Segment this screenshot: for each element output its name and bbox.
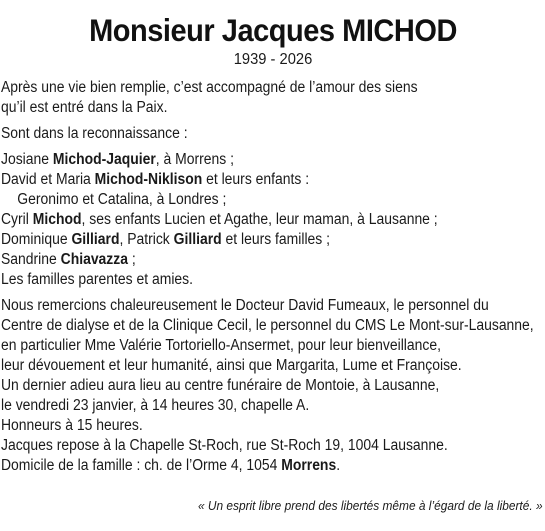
family-surname: Michod: [32, 211, 82, 228]
family-line-5: [1, 230, 544, 250]
intro-line-1: Après une vie bien remplie, c’est accompagné de l’amour des siens: [1, 79, 418, 96]
family-text: Cyril: [1, 211, 33, 228]
reconnaissance-heading: Sont dans la reconnaissance :: [1, 125, 188, 142]
ceremony-line-1: Un dernier adieu aura lieu au centre funéraire de Montoie, à Lausanne,: [1, 377, 440, 394]
family-line-6: [1, 250, 544, 270]
family-surname: Gilliard: [71, 231, 120, 248]
family-surname: Gilliard: [173, 231, 222, 248]
intro-line-2: qu’il est entré dans la Paix.: [1, 99, 168, 116]
life-years: 1939 - 2026: [233, 51, 313, 68]
family-text: et leurs familles ;: [221, 231, 331, 248]
family-text: Dominique: [1, 231, 72, 248]
page-title: Monsieur Jacques MICHOD: [89, 12, 457, 48]
thanks-line-1: Nous remercions chaleureusement le Docteur David Fumeaux, le personnel du: [1, 297, 489, 314]
family-surname: Michod-Jaquier: [52, 151, 156, 168]
address-town: Morrens: [281, 457, 337, 474]
family-line-4: [1, 210, 544, 230]
thanks-line-3: en particulier Mme Valérie Tortoriello-Ansermet, pour leur bienveillance,: [1, 337, 441, 354]
family-text: , ses enfants Lucien et Agathe, leur maman, à Lausanne ;: [81, 211, 438, 228]
family-text: Josiane: [1, 151, 53, 168]
address-text: .: [336, 457, 341, 474]
family-text: et leurs enfants :: [202, 171, 310, 188]
family-surname: Chiavazza: [60, 251, 128, 268]
thanks-line-2: Centre de dialyse et de la Clinique Cecil, le personnel du CMS Le Mont-sur-Lausanne,: [1, 317, 534, 334]
family-text: , Patrick: [119, 231, 174, 248]
family-surname: Michod-Niklison: [94, 171, 203, 188]
family-line-2: [1, 170, 544, 190]
address-text: Domicile de la famille : ch. de l’Orme 4, 1054: [1, 457, 282, 474]
notice-body: [1, 78, 544, 476]
family-text: , à Morrens ;: [155, 151, 234, 168]
family-text: ;: [127, 251, 136, 268]
chapel-line: Jacques repose à la Chapelle St-Roch, rue St-Roch 19, 1004 Lausanne.: [1, 437, 448, 454]
honours-line: Honneurs à 15 heures.: [1, 417, 143, 434]
family-text: David et Maria: [1, 171, 95, 188]
family-text: Sandrine: [1, 251, 61, 268]
closing-quote: « Un esprit libre prend des libertés même à l’égard de la liberté. »: [198, 498, 543, 513]
family-line-1: [1, 150, 544, 170]
family-line-7: Les familles parentes et amies.: [1, 271, 194, 288]
thanks-line-4: leur dévouement et leur humanité, ainsi que Margarita, Lume et Françoise.: [1, 357, 462, 374]
ceremony-line-2: le vendredi 23 janvier, à 14 heures 30, chapelle A.: [1, 397, 310, 414]
family-line-3: Geronimo et Catalina, à Londres ;: [17, 191, 227, 208]
family-address-line: [1, 456, 544, 476]
